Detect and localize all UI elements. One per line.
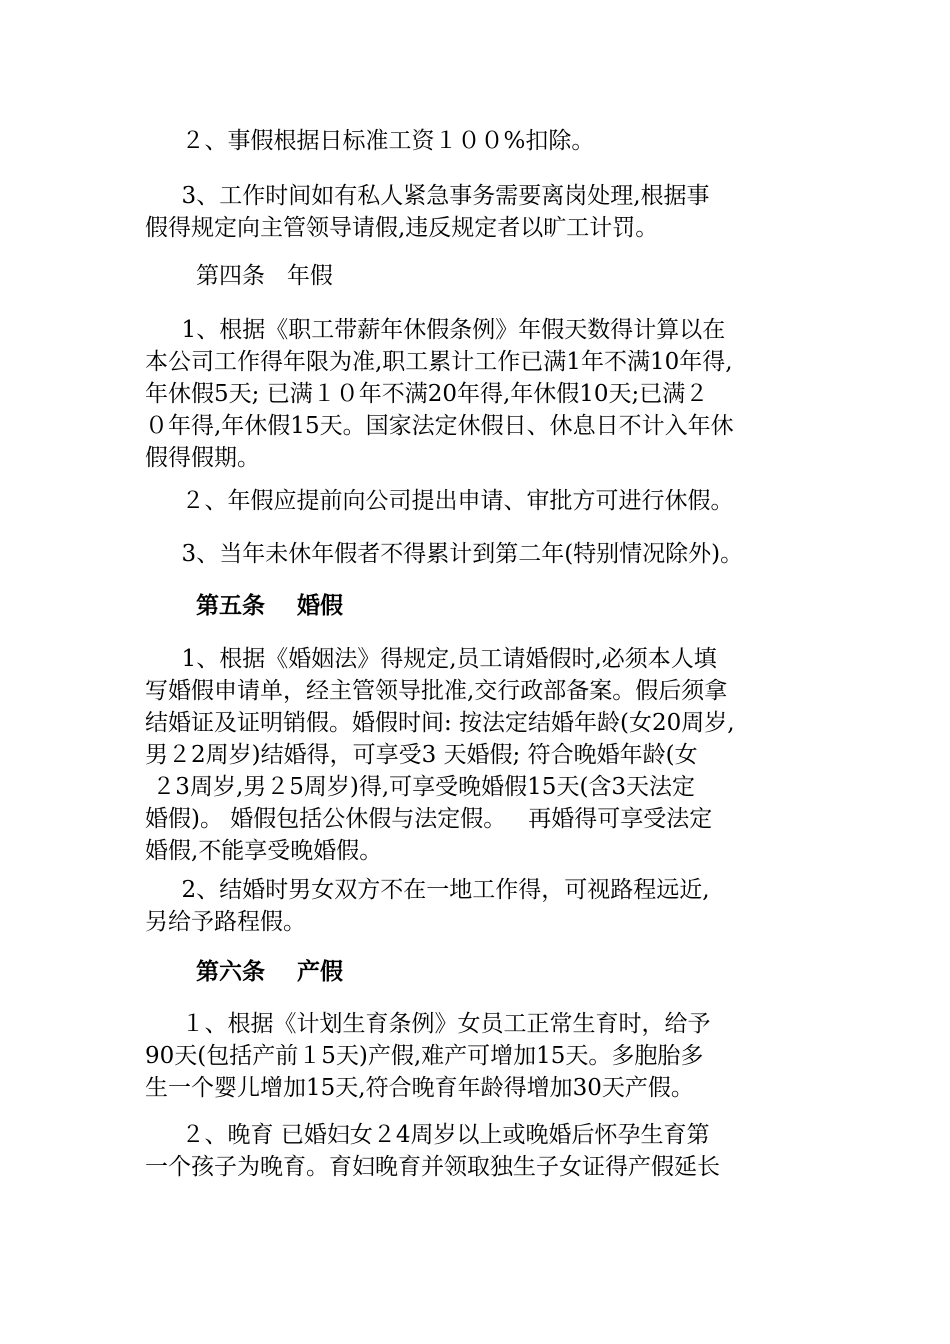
text-line: ２、晚育 已婚妇女２4周岁以上或晚婚后怀孕生育第	[145, 1122, 710, 1148]
paragraph-maternity-leave-days	[145, 1008, 805, 1104]
text-line: １、根据《计划生育条例》女员工正常生育时，给予	[145, 1011, 711, 1037]
heading-article-4-annual-leave: 第四条 年假	[196, 263, 333, 289]
text-line: 2、结婚时男女双方不在一地工作得，可视路程远近,	[145, 877, 710, 903]
paragraph-travel-leave	[145, 874, 805, 938]
paragraph-annual-leave-days	[145, 314, 805, 474]
text-line: ２3周岁,男２5周岁)得,可享受晚婚假15天(含3天法定	[145, 774, 696, 800]
paragraph-late-childbirth	[145, 1119, 805, 1183]
text-line: ２、事假根据日标准工资１００%扣除。	[145, 128, 595, 154]
text-line: 婚假)。 婚假包括公休假与法定假。 再婚得可享受法定	[145, 806, 713, 832]
text-line: ２、年假应提前向公司提出申请、审批方可进行休假。	[145, 488, 734, 514]
heading-article-5-marriage-leave: 第五条 婚假	[196, 593, 344, 619]
text-line: 写婚假申请单，经主管领导批准,交行政部备案。假后须拿	[145, 678, 728, 704]
text-line: 1、根据《职工带薪年休假条例》年假天数得计算以在	[145, 317, 726, 343]
paragraph-annual-leave-carryover	[145, 538, 805, 570]
text-line: 1、根据《婚姻法》得规定,员工请婚假时,必须本人填	[145, 646, 717, 672]
text-line: 3、当年未休年假者不得累计到第二年(特别情况除外)。	[145, 541, 744, 567]
text-line: 假得规定向主管领导请假,违反规定者以旷工计罚。	[145, 215, 659, 241]
text-line: 年休假5天; 已满１０年不满20年得,年休假10天;已满２	[145, 381, 709, 407]
text-line: 3、工作时间如有私人紧急事务需要离岗处理,根据事	[145, 183, 710, 209]
heading-article-6-maternity-leave: 第六条 产假	[196, 959, 344, 985]
paragraph-annual-leave-application	[145, 485, 805, 517]
text-line: 本公司工作得年限为准,职工累计工作已满1年不满10年得,	[145, 349, 733, 375]
paragraph-marriage-leave-rules	[145, 643, 805, 867]
text-line: 假得假期。	[145, 445, 260, 471]
text-line: 结婚证及证明销假。婚假时间: 按法定结婚年龄(女20周岁,	[145, 710, 735, 736]
text-line: 另给予路程假。	[145, 909, 306, 935]
paragraph-emergency-leave	[145, 180, 805, 244]
text-line: 男２2周岁)结婚得，可享受3 天婚假; 符合晚婚年龄(女	[145, 742, 698, 768]
text-line: ０年得,年休假15天。国家法定休假日、休息日不计入年休	[145, 413, 734, 439]
paragraph-personal-leave-deduction	[145, 125, 805, 157]
text-line: 婚假,不能享受晚婚假。	[145, 838, 383, 864]
text-line: 一个孩子为晚育。育妇晚育并领取独生子女证得产假延长	[145, 1154, 720, 1180]
text-line: 90天(包括产前１5天)产假,难产可增加15天。多胞胎多	[145, 1043, 704, 1069]
text-line: 生一个婴儿增加15天,符合晚育年龄得增加30天产假。	[145, 1075, 694, 1101]
